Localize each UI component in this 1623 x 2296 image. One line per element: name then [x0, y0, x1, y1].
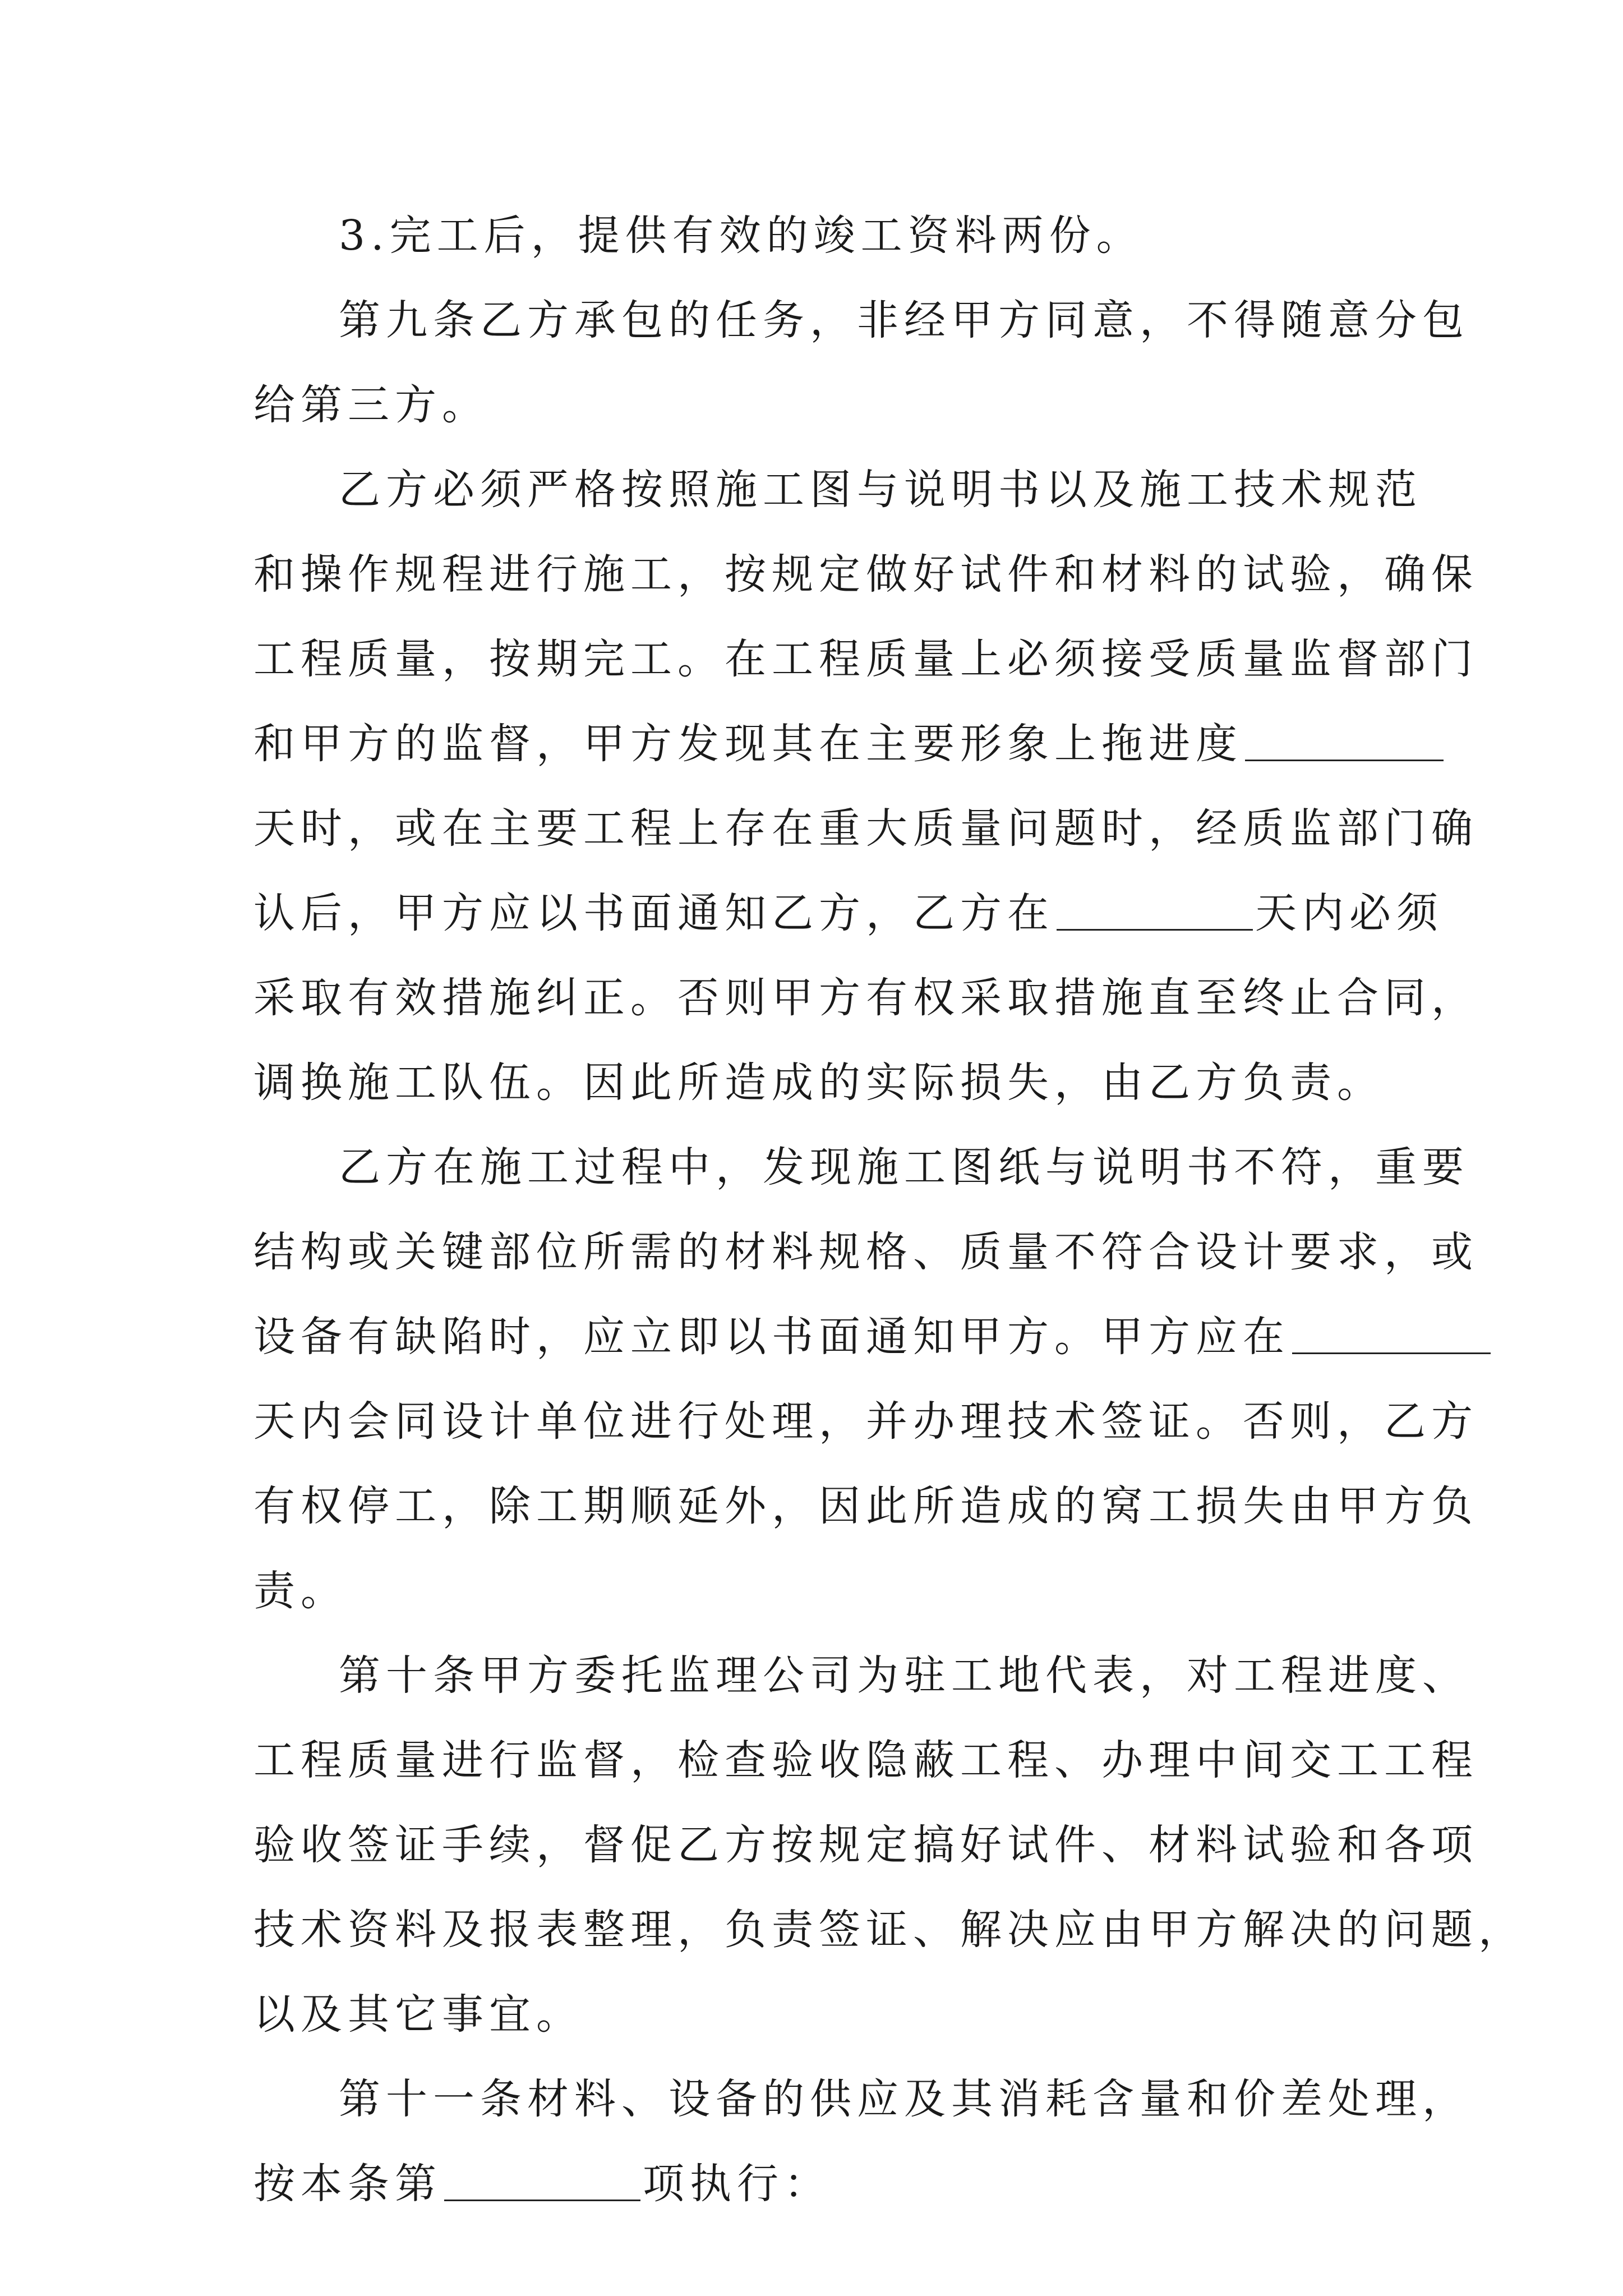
- text-line: [253, 1125, 1469, 1210]
- text-line: [253, 2057, 1469, 2142]
- fill-in-blank[interactable]: [1057, 887, 1253, 931]
- line-text: 和甲方的监督，甲方发现其在主要形象上拖进度: [253, 720, 1243, 768]
- line-text: 有权停工，除工期顺延外，因此所造成的窝工损失由甲方负: [253, 1482, 1478, 1530]
- text-line: [253, 1888, 1525, 1972]
- text-line: [253, 1549, 1372, 1634]
- line-text: 项执行：: [643, 2160, 831, 2208]
- text-line: [253, 786, 1478, 871]
- line-text: 第十条甲方委托监理公司为驻工地代表，对工程进度、: [339, 1651, 1469, 1700]
- text-line: [253, 1972, 1372, 2057]
- text-line: [253, 278, 1469, 363]
- line-text: 第十一条材料、设备的供应及其消耗含量和价差处理，: [339, 2075, 1469, 2123]
- line-text: 乙方必须严格按照施工图与说明书以及施工技术规范: [339, 466, 1422, 514]
- line-text: 给第三方。: [253, 381, 489, 429]
- line-text: 工程质量，按期完工。在工程质量上必须接受质量监督部门: [253, 635, 1478, 683]
- line-text: 第九条乙方承包的任务，非经甲方同意，不得随意分包: [339, 296, 1469, 344]
- line-text: 采取有效措施纠正。否则甲方有权采取措施直至终止合同，: [253, 974, 1478, 1022]
- line-text: 责。: [253, 1567, 348, 1615]
- line-text: 认后，甲方应以书面通知乙方，乙方在: [253, 889, 1054, 937]
- text-line: [253, 1210, 1478, 1295]
- line-text: 天内必须: [1255, 889, 1444, 937]
- fill-in-blank[interactable]: [1245, 718, 1444, 761]
- text-line: [253, 702, 1372, 786]
- text-line: [253, 194, 1372, 278]
- text-line: [253, 617, 1478, 702]
- line-text: 和操作规程进行施工，按规定做好试件和材料的试验，确保: [253, 550, 1478, 599]
- text-line: [253, 1718, 1478, 1803]
- text-line: [253, 448, 1422, 532]
- contract-text-body: [253, 194, 1525, 2226]
- text-line: [253, 956, 1478, 1041]
- text-line: [253, 532, 1478, 617]
- text-line: [253, 1379, 1478, 1464]
- fill-in-blank[interactable]: [444, 2158, 640, 2201]
- text-line: [253, 1634, 1469, 1718]
- text-line: [253, 1041, 1384, 1125]
- text-line: [253, 363, 1372, 448]
- line-text: 设备有缺陷时，应立即以书面通知甲方。甲方应在: [253, 1313, 1290, 1361]
- line-text: 结构或关键部位所需的材料规格、质量不符合设计要求，或: [253, 1228, 1478, 1276]
- text-line: [253, 871, 1444, 956]
- line-text: 3.完工后，提供有效的竣工资料两份。: [339, 211, 1144, 260]
- line-text: 验收签证手续，督促乙方按规定搞好试件、材料试验和各项: [253, 1821, 1478, 1869]
- line-text: 技术资料及报表整理，负责签证、解决应由甲方解决的问题，: [253, 1906, 1525, 1954]
- line-text: 天时，或在主要工程上存在重大质量问题时，经质监部门确: [253, 804, 1478, 853]
- fill-in-blank[interactable]: [1292, 1311, 1491, 1354]
- text-line: [253, 1803, 1478, 1888]
- line-text: 乙方在施工过程中，发现施工图纸与说明书不符，重要: [339, 1143, 1469, 1191]
- text-line: [253, 1295, 1372, 1379]
- line-text: 以及其它事宜。: [253, 1990, 583, 2039]
- text-line: [253, 2142, 1372, 2226]
- line-text: 天内会同设计单位进行处理，并办理技术签证。否则，乙方: [253, 1397, 1478, 1446]
- line-text: 调换施工队伍。因此所造成的实际损失，由乙方负责。: [253, 1059, 1384, 1107]
- line-text: 工程质量进行监督，检查验收隐蔽工程、办理中间交工工程: [253, 1736, 1478, 1784]
- line-text: 按本条第: [253, 2160, 442, 2208]
- text-line: [253, 1464, 1478, 1549]
